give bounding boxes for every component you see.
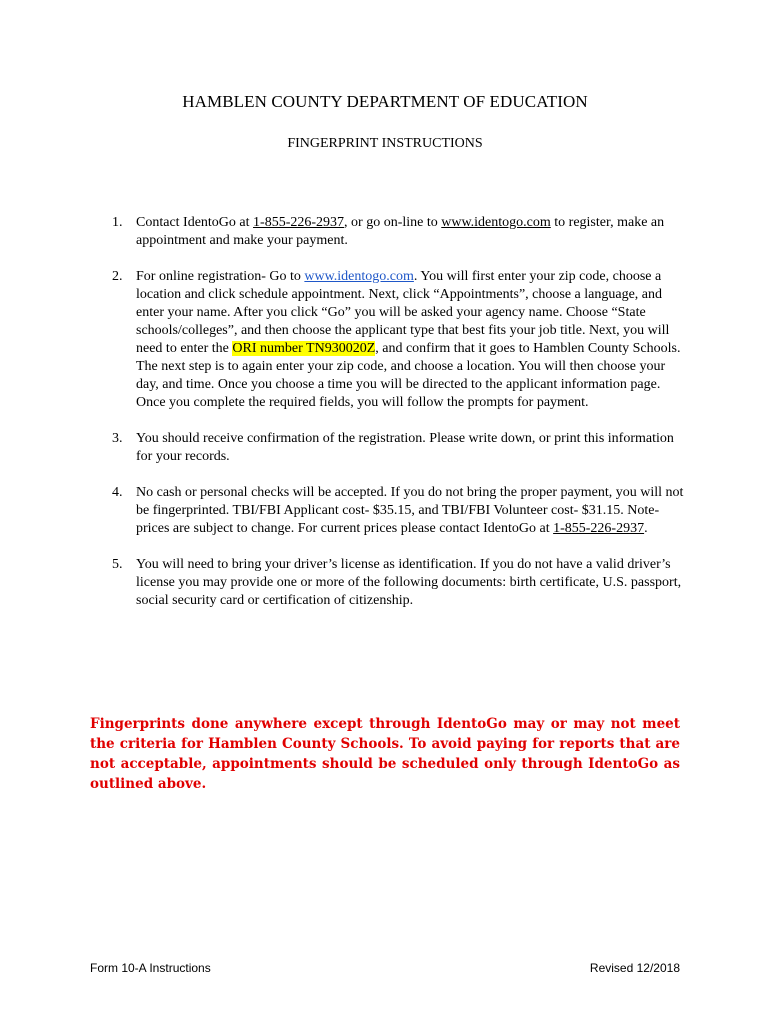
item-text: No cash or personal checks will be accepted. If you do not bring the proper payment, you will not be fingerprinted. TBI/FBI Applicant cost- $35.15, and TBI/FBI Volunteer cost- $31.15. Note- prices are subject to change. For current prices please contact IdentoGo at — [136, 485, 684, 536]
item-text: , and confirm that it goes to Hamblen County Schools. The next step is to again enter your zip code, and choose a location. You will then choose your day, and time. Once you choose a time you will be directed to the applicant information page. Once you complete the required fields, you will follow the prompts for payment. — [136, 341, 681, 410]
phone-link[interactable]: 1-855-226-2937 — [253, 215, 345, 230]
website-link[interactable]: www.identogo.com — [304, 269, 414, 284]
website-link[interactable]: www.identogo.com — [441, 215, 551, 230]
list-item — [112, 214, 684, 250]
page-title: HAMBLEN COUNTY DEPARTMENT OF EDUCATION — [182, 92, 588, 111]
ori-number-highlight: ORI number TN930020Z — [232, 341, 376, 356]
list-item — [112, 268, 684, 412]
footer-form-label: Form 10-A Instructions — [90, 961, 211, 975]
list-item — [112, 556, 684, 610]
list-item — [112, 430, 684, 466]
item-text: For online registration- Go to — [136, 269, 305, 284]
item-text: Contact IdentoGo at — [136, 215, 254, 230]
item-number: 2. — [112, 269, 123, 284]
list-item — [112, 484, 684, 538]
warning-notice: Fingerprints done anywhere except through IdentoGo may or may not meet the criteria for Hamblen County Schools. To avoid paying for reports that are not acceptable, appointments should be scheduled only through IdentoGo as outlined above. — [90, 716, 680, 792]
item-text: You should receive confirmation of the registration. Please write down, or print this information for your records. — [136, 431, 674, 464]
item-text: , or go on-line to — [344, 215, 442, 230]
item-number: 1. — [112, 215, 123, 230]
item-text: to register, make an appointment and make your payment. — [136, 215, 665, 248]
phone-link[interactable]: 1-855-226-2937 — [553, 521, 645, 536]
item-number: 4. — [112, 485, 123, 500]
item-number: 5. — [112, 557, 123, 572]
item-number: 3. — [112, 431, 123, 446]
item-text: . — [644, 521, 648, 536]
item-text: You will need to bring your driver’s license as identification. If you do not have a valid driver’s license you may provide one or more of the following documents: birth certificate, U.S. passport, social security card or certification of citizenship. — [136, 557, 682, 608]
instructions-list — [112, 214, 684, 628]
page-subtitle: FINGERPRINT INSTRUCTIONS — [287, 136, 483, 151]
footer-revision-date: Revised 12/2018 — [589, 961, 680, 975]
item-text: . You will first enter your zip code, choose a location and click schedule appointment. Next, click “Appointments”, choose a language, and enter your name. After you click “Go” you will be asked your agency name. Choose “State schools/colleges”, and then choose the applicant type that best fits your job title. Next, you will need to enter the — [136, 269, 670, 356]
